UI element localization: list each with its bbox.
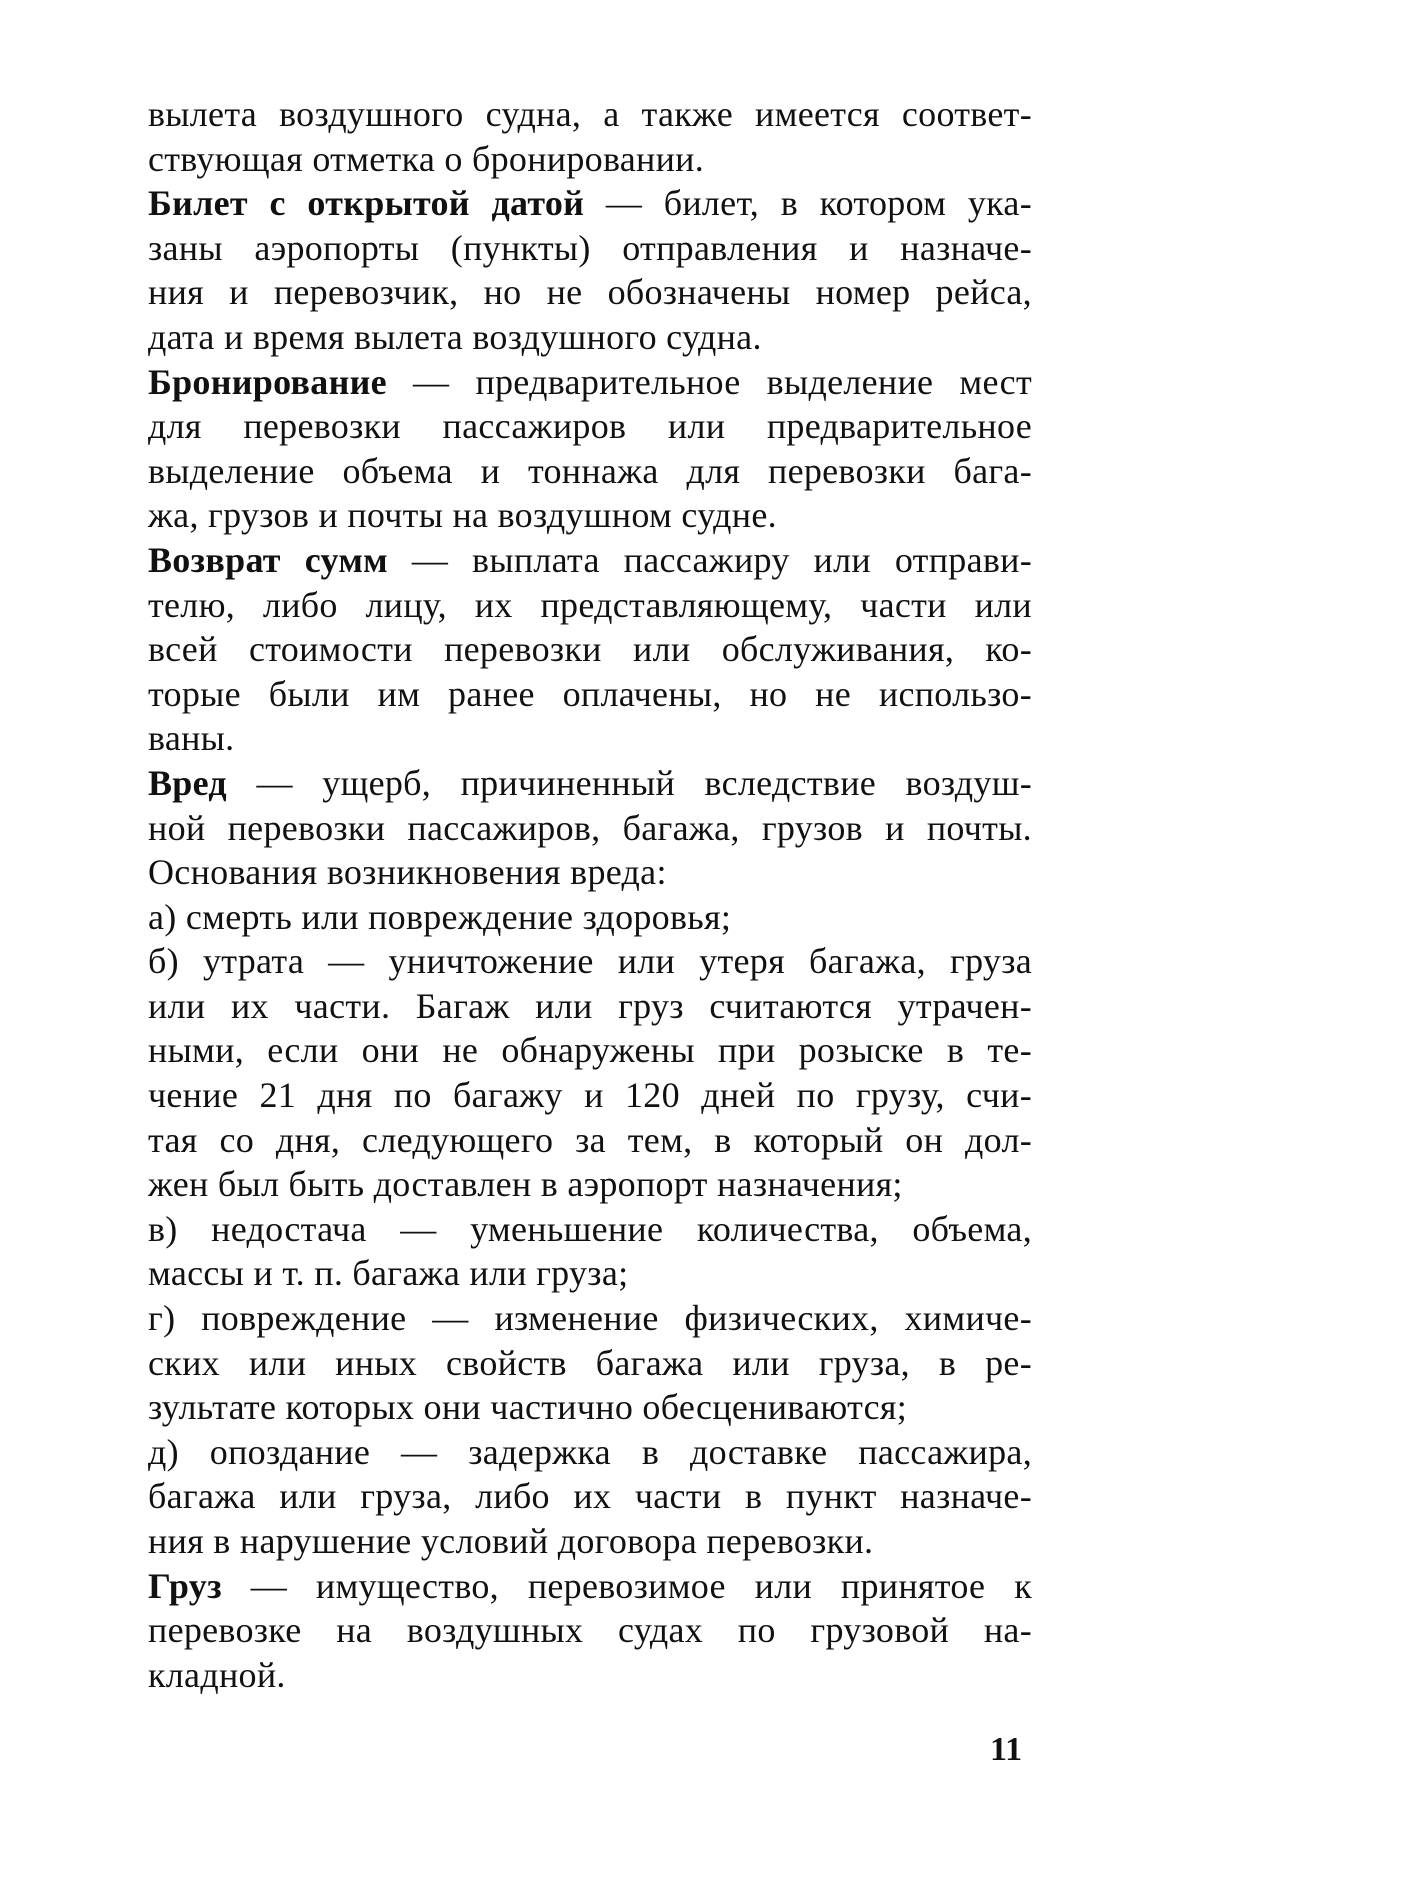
list-item-harm-b: [148, 939, 1032, 1207]
text-line: чение 21 дня по багажу и 120 дней по грузу, счи-: [148, 1075, 1032, 1116]
text-line: [148, 538, 1032, 583]
text-line: зультате которых они частично обесцениваются;: [148, 1387, 908, 1428]
text-line: телю, либо лицу, их представляющему, части или: [148, 584, 1032, 625]
text-line: тая со дня, следующего за тем, в который он дол-: [148, 1119, 1032, 1160]
page-number: 11: [990, 1731, 1023, 1768]
list-item-harm-e: [148, 1430, 1032, 1564]
text-line: всей стоимости перевозки или обслуживания, ко-: [148, 629, 1032, 670]
text-line: б) утрата — уничтожение или утеря багажа, груза: [148, 941, 1032, 982]
definition-term: Бронирование: [148, 361, 387, 402]
definition-term: Вред: [148, 762, 227, 803]
text-line: а) смерть или повреждение здоровья;: [148, 896, 732, 937]
definition-open-date-ticket: [148, 181, 1032, 359]
list-item-harm-c: [148, 1207, 1032, 1296]
text-line: [148, 761, 1032, 806]
text-line: багажа или груза, либо их части в пункт назначе-: [148, 1476, 1032, 1517]
text-line: [148, 1564, 1032, 1609]
list-item-harm-d: [148, 1296, 1032, 1430]
definition-harm: [148, 761, 1032, 895]
definition-text: — имущество, перевозимое или принятое к: [221, 1565, 1032, 1606]
text-line: в) недостача — уменьшение количества, объема,: [148, 1208, 1032, 1249]
text-line: жен был быть доставлен в аэропорт назначения;: [148, 1164, 903, 1205]
text-line: д) опоздание — задержка в доставке пассажира,: [148, 1431, 1032, 1472]
text-line: кладной.: [148, 1654, 286, 1695]
text-line: или их части. Багаж или груз считаются утрачен-: [148, 985, 1032, 1026]
definition-cargo: [148, 1564, 1032, 1698]
text-line: ваны.: [148, 718, 235, 759]
text-line: ских или иных свойств багажа или груза, в ре-: [148, 1342, 1032, 1383]
definition-term: Билет с открытой датой: [148, 183, 585, 224]
text-line: Основания возникновения вреда:: [148, 852, 667, 893]
text-line: г) повреждение — изменение физических, химиче-: [148, 1298, 1032, 1339]
definition-text: — ущерб, причиненный вследствие воздуш-: [226, 762, 1032, 803]
list-item-harm-a: [148, 895, 1032, 940]
definition-refund: [148, 538, 1032, 761]
text-line: ствующая отметка о бронировании.: [148, 138, 705, 179]
text-line: массы и т. п. багажа или груза;: [148, 1253, 629, 1294]
definition-term: Возврат сумм: [148, 539, 388, 580]
text-line: ния в нарушение условий договора перевозки.: [148, 1521, 874, 1561]
text-line: ными, если они не обнаружены при розыске в те-: [148, 1030, 1032, 1071]
text-line: торые были им ранее оплачены, но не использо-: [148, 673, 1032, 714]
text-line: ния и перевозчик, но не обозначены номер рейса,: [148, 272, 1032, 313]
page-text-block: [148, 92, 1032, 1697]
text-line: [148, 360, 1032, 405]
paragraph-continuation: [148, 92, 1032, 181]
text-line: ной перевозки пассажиров, багажа, грузов и почты.: [148, 807, 1032, 848]
definition-text: — билет, в котором ука-: [584, 183, 1032, 224]
text-line: [148, 181, 1032, 226]
definition-booking: [148, 360, 1032, 538]
text-line: жа, грузов и почты на воздушном судне.: [148, 495, 777, 536]
text-line: заны аэропорты (пункты) отправления и назначе-: [148, 227, 1032, 268]
definition-text: — предварительное выделение мест: [386, 361, 1032, 402]
text-line: вылета воздушного судна, а также имеется соответ-: [148, 94, 1032, 134]
definition-term: Груз: [148, 1565, 222, 1606]
definition-text: — выплата пассажиру или отправи-: [387, 539, 1032, 580]
text-line: выделение объема и тоннажа для перевозки бага-: [148, 450, 1032, 491]
text-line: перевозке на воздушных судах по грузовой на-: [148, 1610, 1032, 1651]
text-line: для перевозки пассажиров или предварительное: [148, 406, 1032, 447]
text-line: дата и время вылета воздушного судна.: [148, 316, 762, 357]
